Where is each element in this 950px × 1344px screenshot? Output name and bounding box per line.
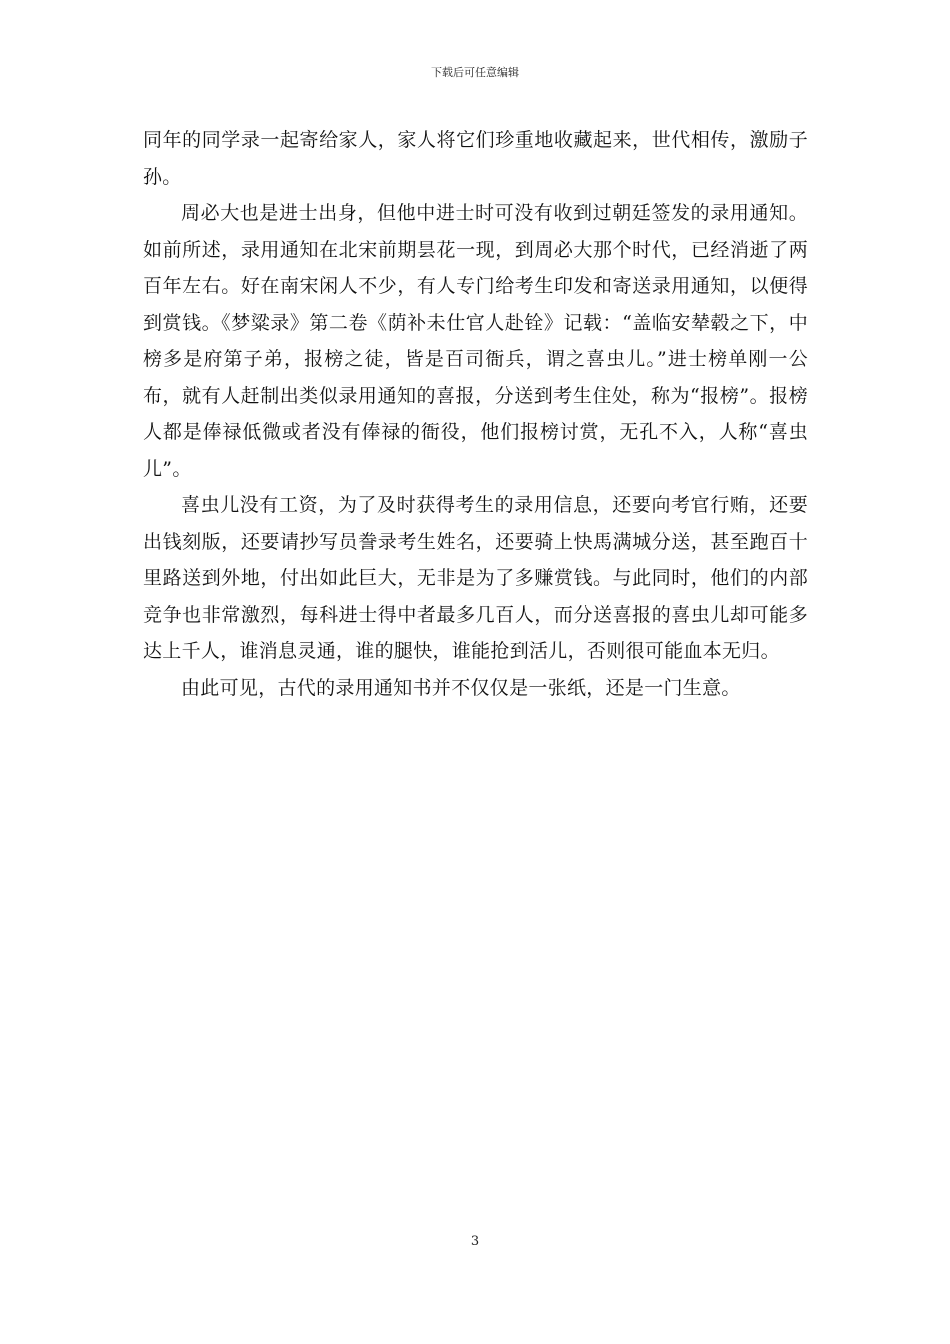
page-number: 3 — [470, 1234, 480, 1249]
paragraph-conclusion: 由此可见，古代的录用通知书并不仅仅是一张纸，还是一门生意。 — [181, 676, 741, 699]
paragraph-continuation: 同年的同学录一起寄给家人，家人将它们珍重地收藏起来，世代相传，激励子孙。 — [143, 129, 808, 188]
paragraph-xichong-er: 喜虫儿没有工资，为了及时获得考生的录用信息，还要向考官行贿，还要出钱刻版，还要请抄写员誊录考生姓名，还要骑上快馬满城分送，甚至跑百十里路送到外地，付出如此巨大，无非是为了多赚赏钱。与此同时，他们的内部竞争也非常激烈，每科进士得中者最多几百人，而分送喜报的喜虫儿却可能多达上千人，谁消息灵通，谁的腿快，谁能抢到活儿，否则很可能血本无归。 — [143, 494, 808, 662]
document-body — [143, 122, 808, 706]
page-header: 下载后可任意编辑 — [431, 66, 519, 79]
paragraph-zhou-bida: 周必大也是进士出身，但他中进士时可没有收到过朝廷签发的录用通知。如前所述，录用通知在北宋前期昙花一现，到周必大那个时代，已经消逝了两百年左右。好在南宋闲人不少，有人专门给考生印发和寄送录用通知，以便得到赏钱。《梦粱录》第二卷《荫补未仕官人赴铨》记载：“盖临安辇毂之下，中榜多是府第子弟，报榜之徒，皆是百司衙兵，谓之喜虫儿。”进士榜单刚一公布，就有人赶制出类似录用通知的喜报，分送到考生住处，称为“报榜”。报榜人都是俸禄低微或者没有俸禄的衙役，他们报榜讨赏，无孔不入，人称“喜虫儿”。 — [143, 202, 808, 480]
